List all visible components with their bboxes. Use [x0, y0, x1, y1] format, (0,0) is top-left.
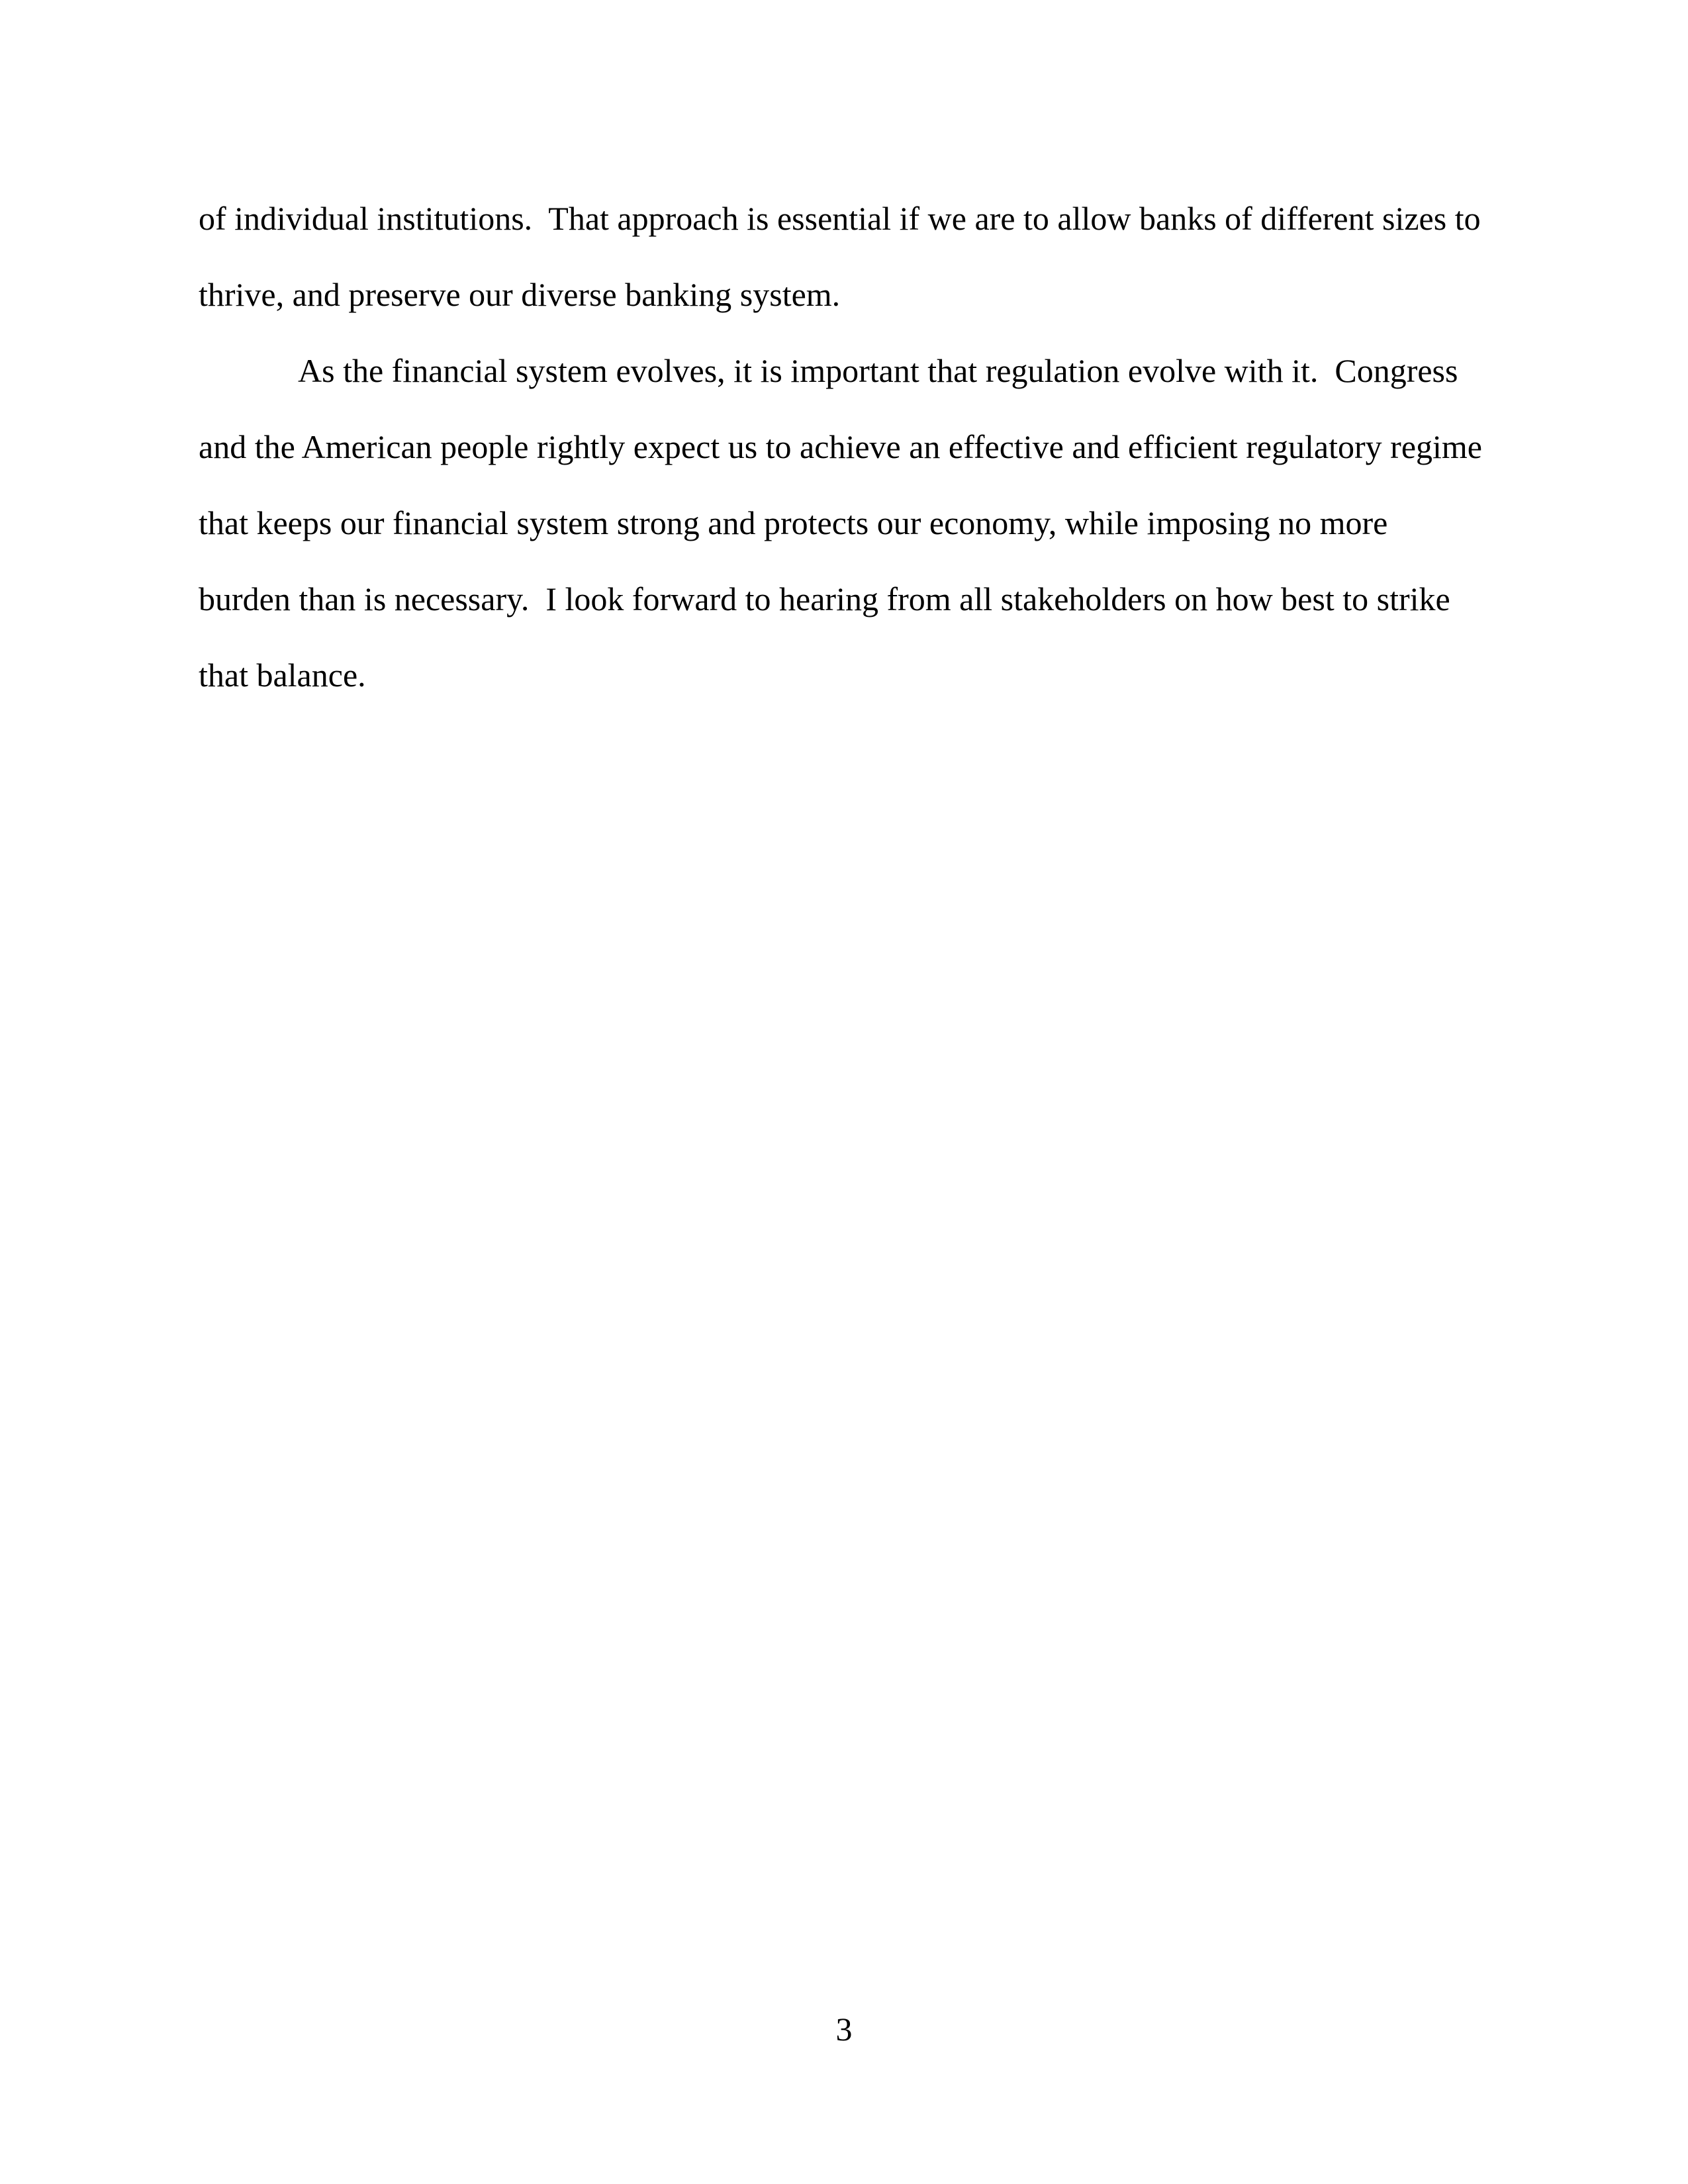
- paragraph-line: burden than is necessary. I look forward to hearing from all stakeholders on how best to strike: [199, 580, 1450, 617]
- paragraph-line: of individual institutions. That approach is essential if we are to allow banks of different sizes to: [199, 200, 1481, 237]
- paragraph-line: thrive, and preserve our diverse banking system.: [199, 276, 841, 313]
- page-number: 3: [835, 2011, 853, 2048]
- paragraph-line: that keeps our financial system strong and protects our economy, while imposing no more: [199, 504, 1388, 541]
- paragraph-line: As the financial system evolves, it is important that regulation evolve with it. Congress: [298, 352, 1458, 389]
- paragraph-line: that balance.: [199, 657, 366, 694]
- paragraph-line: and the American people rightly expect us to achieve an effective and efficient regulatory regime: [199, 428, 1482, 465]
